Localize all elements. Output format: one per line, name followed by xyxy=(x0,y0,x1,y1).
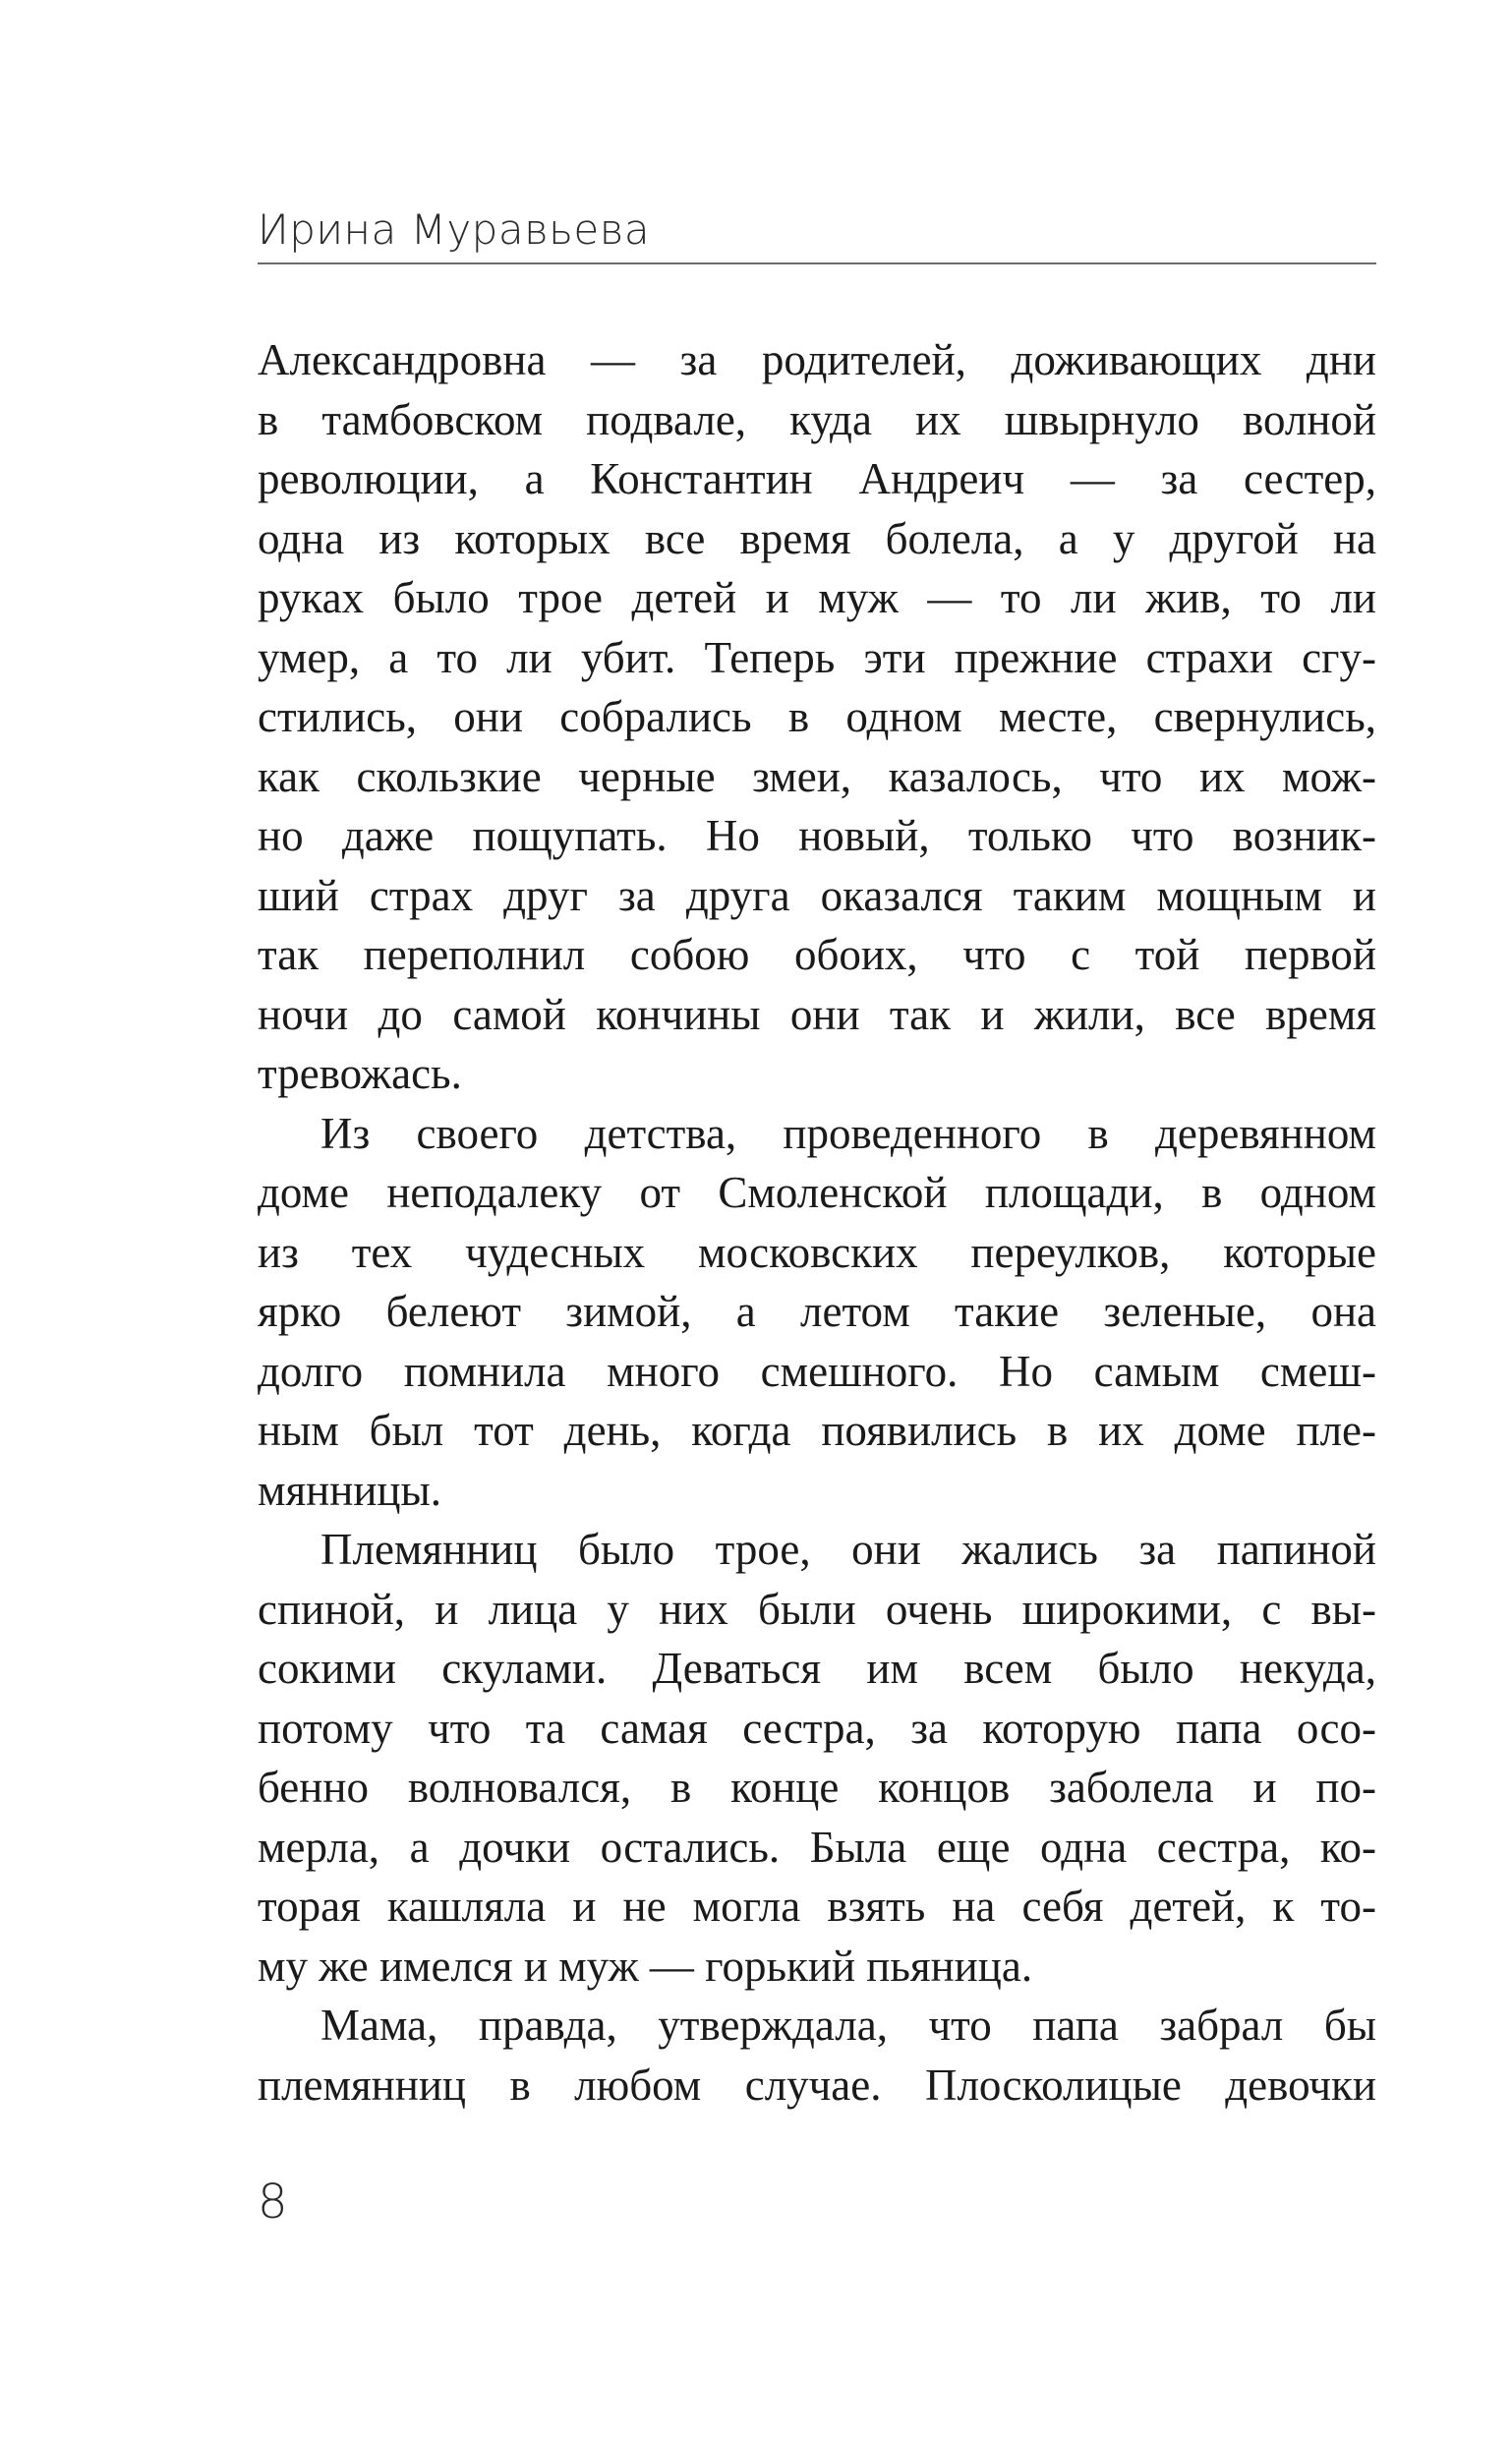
text-line: Племянниц было трое, они жались за папиной xyxy=(320,1525,1376,1574)
text-line: так переполнил собою обоих, что с той первой xyxy=(258,930,1376,979)
text-line: ярко белеют зимой, а летом такие зеленые, она xyxy=(258,1287,1376,1336)
text-line: ший страх друг за друга оказался таким мощным и xyxy=(258,870,1376,920)
text-line: потому что та самая сестра, за которую папа осо- xyxy=(258,1703,1376,1753)
running-head-author: Ирина Муравьева xyxy=(258,205,651,254)
paragraph xyxy=(258,1520,1376,1996)
text-line: в тамбовском подвале, куда их швырнуло волной xyxy=(258,394,1376,444)
text-line: спиной, и лица у них были очень широкими, с вы- xyxy=(258,1584,1376,1634)
text-line: одна из которых все время болела, а у другой на xyxy=(258,513,1376,563)
body-text xyxy=(258,330,1376,2115)
text-line: му же имелся и муж — горький пьяница. xyxy=(258,1941,1033,1991)
text-line: доме неподалеку от Смоленской площади, в одном xyxy=(258,1168,1376,1217)
text-line: но даже пощупать. Но новый, только что возник- xyxy=(258,811,1376,860)
text-line: племянниц в любом случае. Плосколицые девочки xyxy=(258,2060,1376,2110)
text-line: Мама, правда, утверждала, что папа забрал бы xyxy=(320,2001,1376,2050)
text-line: сокими скулами. Деваться им всем было некуда, xyxy=(258,1644,1376,1693)
text-line: из тех чудесных московских переулков, которые xyxy=(258,1227,1376,1277)
text-line: долго помнила много смешного. Но самым смеш- xyxy=(258,1346,1376,1396)
header-rule xyxy=(258,262,1376,264)
paragraph xyxy=(258,1996,1376,2115)
paragraph xyxy=(258,330,1376,1104)
text-line: Из своего детства, проведенного в деревянном xyxy=(320,1108,1376,1158)
text-line: тревожась. xyxy=(258,1049,462,1098)
text-line: ным был тот день, когда появились в их доме пле- xyxy=(258,1406,1376,1455)
text-line: торая кашляла и не могла взять на себя детей, к то- xyxy=(258,1882,1376,1931)
text-line: бенно волновался, в конце концов заболела и по- xyxy=(258,1763,1376,1812)
text-line: мерла, а дочки остались. Была еще одна сестра, ко- xyxy=(258,1822,1376,1872)
text-line: стились, они собрались в одном месте, свернулись, xyxy=(258,692,1376,741)
text-line: как скользкие черные змеи, казалось, что их мож- xyxy=(258,751,1376,801)
page-number: 8 xyxy=(258,2175,288,2230)
text-line: революции, а Константин Андреич — за сестер, xyxy=(258,454,1376,503)
text-line: руках было трое детей и муж — то ли жив, то ли xyxy=(258,573,1376,622)
text-line: мянницы. xyxy=(258,1465,441,1515)
paragraph xyxy=(258,1104,1376,1521)
text-line: Александровна — за родителей, доживающих дни xyxy=(258,335,1376,384)
text-line: умер, а то ли убит. Теперь эти прежние страхи сгу- xyxy=(258,632,1376,682)
text-line: ночи до самой кончины они так и жили, все время xyxy=(258,989,1376,1039)
